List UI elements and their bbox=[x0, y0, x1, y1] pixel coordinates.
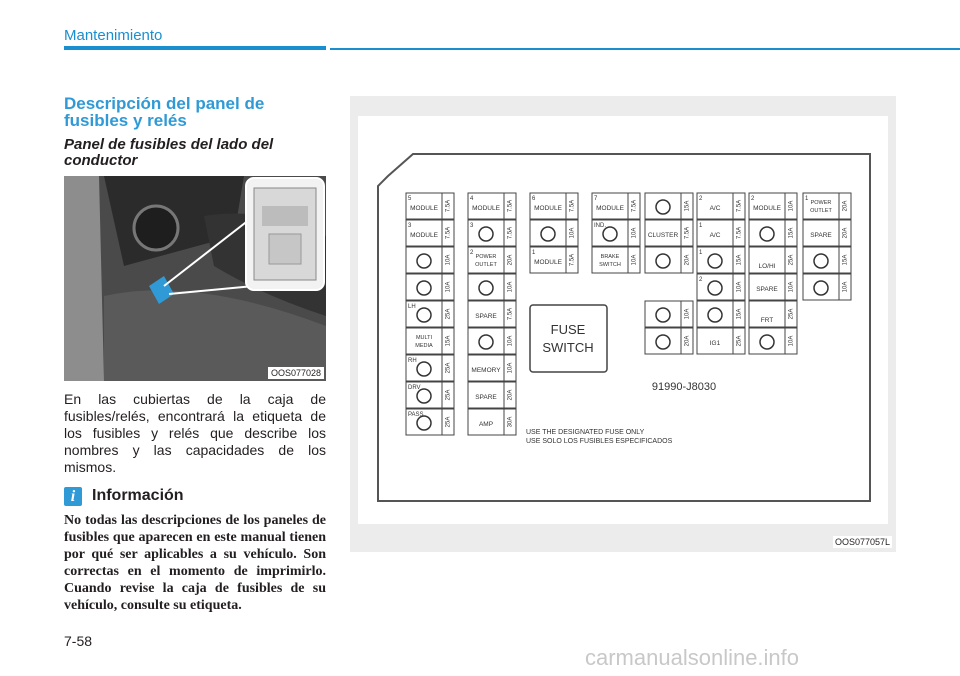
fuse-38 bbox=[697, 328, 745, 354]
fuse-31 bbox=[468, 301, 516, 327]
fuse-amp: 25A bbox=[445, 416, 452, 428]
fuse-number: PASS bbox=[408, 412, 424, 418]
fuse-amp: 10A bbox=[445, 281, 452, 293]
body-paragraph: En las cubiertas de la caja de fusibles/relés, encontrará la etiqueta de los fusibles y relés que describe los nombres y las capacidades de los mismos. bbox=[64, 391, 326, 475]
fuse-amp: 10A bbox=[507, 281, 514, 293]
fuse-amp: 7.5A bbox=[507, 307, 514, 321]
fuse-30 bbox=[406, 301, 454, 327]
fuse-amp: 15A bbox=[736, 308, 743, 320]
fuse-amp: 10A bbox=[507, 362, 514, 374]
fuse-20 bbox=[592, 247, 640, 273]
fuse-amp: 30A bbox=[507, 416, 514, 428]
fuse-13 bbox=[645, 220, 693, 246]
fuse-5 bbox=[645, 193, 693, 219]
fuse-amp: 15A bbox=[445, 335, 452, 347]
photo-caption: OOS077028 bbox=[268, 367, 324, 379]
fuse-label: MODULE bbox=[596, 205, 624, 212]
fuse-amp: 7.5A bbox=[736, 226, 743, 240]
fuse-label: MODULE bbox=[534, 205, 562, 212]
fuse-9 bbox=[406, 220, 454, 246]
fuse-panel-location-photo bbox=[64, 176, 326, 381]
fuse-15 bbox=[749, 220, 797, 246]
fuse-number: DRV bbox=[408, 385, 421, 391]
fuse-14 bbox=[697, 220, 745, 246]
fuse-amp: 25A bbox=[736, 335, 743, 347]
page-number: 7-58 bbox=[64, 633, 93, 649]
fuse-amp: 7.5A bbox=[445, 226, 452, 240]
fuse-label: FRT bbox=[760, 317, 774, 324]
fuse-number: 2 bbox=[751, 196, 755, 202]
fuse-label: OUTLET bbox=[810, 208, 832, 214]
fuse-label: A/C bbox=[709, 205, 721, 212]
fuse-label: AMP bbox=[478, 421, 494, 428]
fuse-label: SPARE bbox=[475, 394, 497, 401]
fuse-33 bbox=[697, 301, 745, 327]
fuse-43 bbox=[468, 382, 516, 408]
fuse-amp: 7.5A bbox=[736, 199, 743, 213]
header-rule-accent bbox=[64, 46, 326, 50]
fuse-amp: 7.5A bbox=[507, 226, 514, 240]
fuse-41 bbox=[468, 355, 516, 381]
fuse-amp: 10A bbox=[736, 281, 743, 293]
info-label: Información bbox=[92, 487, 184, 504]
fuse-label: MODULE bbox=[534, 259, 562, 266]
fuse-number: 1 bbox=[805, 196, 809, 202]
fuse-amp: 10A bbox=[684, 308, 691, 320]
fuse-label: LO/HI bbox=[758, 263, 776, 270]
fuse-11 bbox=[530, 220, 578, 246]
fuse-number: 7 bbox=[594, 196, 598, 202]
fuse-42 bbox=[406, 382, 454, 408]
fuse-panel-diagram bbox=[358, 116, 888, 524]
fuse-number: 6 bbox=[532, 196, 536, 202]
car-interior-illustration bbox=[64, 176, 326, 381]
fuse-amp: 10A bbox=[788, 335, 795, 347]
fuse-label: MODULE bbox=[472, 205, 500, 212]
fuse-number: LH bbox=[408, 304, 416, 310]
fuse-23 bbox=[749, 247, 797, 273]
fuse-label: SPARE bbox=[810, 232, 832, 239]
fuse-16 bbox=[803, 220, 851, 246]
fuse-1 bbox=[406, 193, 454, 219]
fuse-switch-box bbox=[530, 305, 607, 372]
fuse-amp: 10A bbox=[631, 254, 638, 266]
fuse-amp: 25A bbox=[445, 308, 452, 320]
fuse-amp: 10A bbox=[788, 200, 795, 212]
fuse-12 bbox=[592, 220, 640, 246]
fuse-label: SWITCH bbox=[599, 262, 621, 268]
fuse-amp: 15A bbox=[842, 254, 849, 266]
fuse-amp: 10A bbox=[569, 227, 576, 239]
watermark: carmanualsonline.info bbox=[585, 645, 800, 670]
fuse-number: 2 bbox=[699, 196, 703, 202]
fuse-label: MEMORY bbox=[471, 367, 501, 374]
fuse-amp: 25A bbox=[788, 254, 795, 266]
fuse-39 bbox=[749, 328, 797, 354]
fuse-8 bbox=[803, 193, 851, 219]
figure-caption: OOS077057L bbox=[834, 537, 890, 547]
fuse-45 bbox=[468, 409, 516, 435]
fuse-switch-line1: FUSE bbox=[550, 322, 586, 337]
fuse-panel-label bbox=[358, 116, 888, 524]
fuse-label: OUTLET bbox=[475, 262, 497, 268]
header-rule bbox=[330, 48, 960, 50]
fuse-amp: 15A bbox=[684, 200, 691, 212]
fuse-panel-figure bbox=[350, 96, 896, 552]
fuse-amp: 20A bbox=[507, 254, 514, 266]
fuse-label: BRAKE bbox=[600, 254, 620, 260]
fuse-label: POWER bbox=[810, 200, 832, 206]
fuse-label: MODULE bbox=[410, 232, 438, 239]
fuse-amp: 25A bbox=[788, 308, 795, 320]
fuse-label: MULTI bbox=[415, 335, 433, 341]
fuse-19 bbox=[530, 247, 578, 273]
fuse-number: 4 bbox=[470, 196, 474, 202]
fuse-25 bbox=[406, 274, 454, 300]
fuse-label: POWER bbox=[475, 254, 497, 260]
fuse-amp: 10A bbox=[631, 227, 638, 239]
fuse-amp: 15A bbox=[736, 254, 743, 266]
fuse-7 bbox=[749, 193, 797, 219]
fuse-amp: 25A bbox=[445, 362, 452, 374]
notice-en: USE THE DESIGNATED FUSE ONLY bbox=[526, 429, 645, 436]
fuse-amp: 25A bbox=[445, 389, 452, 401]
fuse-label: MODULE bbox=[753, 205, 781, 212]
fuse-label: MEDIA bbox=[415, 343, 433, 349]
fuse-amp: 20A bbox=[684, 335, 691, 347]
running-header: Mantenimiento bbox=[64, 27, 163, 44]
fuse-34 bbox=[749, 301, 797, 327]
fuse-37 bbox=[645, 328, 693, 354]
fuse-amp: 7.5A bbox=[507, 199, 514, 213]
fuse-amp: 15A bbox=[788, 227, 795, 239]
fuse-21 bbox=[645, 247, 693, 273]
fuse-amp: 20A bbox=[842, 227, 849, 239]
fuse-number: 3 bbox=[470, 223, 474, 229]
fuse-amp: 20A bbox=[507, 389, 514, 401]
fuse-number: IND. bbox=[594, 223, 606, 229]
section-title: Descripción del panel de fusibles y relés bbox=[64, 94, 265, 130]
fuse-amp: 7.5A bbox=[631, 199, 638, 213]
notice-es: USE SOLO LOS FUSIBLES ESPECIFICADOS bbox=[526, 438, 673, 445]
fuse-label: SPARE bbox=[756, 286, 778, 293]
fuse-10 bbox=[468, 220, 516, 246]
fuse-amp: 10A bbox=[788, 281, 795, 293]
fuse-4 bbox=[592, 193, 640, 219]
fuse-amp: 7.5A bbox=[569, 199, 576, 213]
info-text: No todas las descripciones de los paneles de fusibles que aparecen en este manual tienen por qué ser aplicables a su vehículo. Son correctas en el momento de imprimirlo. Cuando revise la caja de fusibles de su vehículo, consulte su etiqueta. bbox=[64, 513, 326, 613]
fuse-amp: 10A bbox=[507, 335, 514, 347]
fuse-amp: 7.5A bbox=[445, 199, 452, 213]
fuse-40 bbox=[406, 355, 454, 381]
fuse-28 bbox=[749, 274, 797, 300]
fuse-22 bbox=[697, 247, 745, 273]
fuse-32 bbox=[645, 301, 693, 327]
fuse-number: 1 bbox=[699, 223, 703, 229]
fuse-switch-line2: SWITCH bbox=[542, 340, 594, 355]
fuse-2 bbox=[468, 193, 516, 219]
fuse-amp: 10A bbox=[842, 281, 849, 293]
part-number: 91990-J8030 bbox=[651, 381, 717, 393]
fuse-label: SPARE bbox=[475, 313, 497, 320]
fuse-3 bbox=[530, 193, 578, 219]
fuse-36 bbox=[468, 328, 516, 354]
fuse-26 bbox=[468, 274, 516, 300]
fuse-17 bbox=[406, 247, 454, 273]
fuse-6 bbox=[697, 193, 745, 219]
fuse-number: 3 bbox=[408, 223, 412, 229]
fuse-44 bbox=[406, 409, 454, 435]
fuse-27 bbox=[697, 274, 745, 300]
fuse-label: IG1 bbox=[709, 340, 721, 347]
fuse-29 bbox=[803, 274, 851, 300]
fuse-number: 1 bbox=[532, 250, 536, 256]
info-icon: i bbox=[64, 487, 82, 506]
fuse-amp: 7.5A bbox=[569, 253, 576, 267]
fuse-amp: 7.5A bbox=[684, 226, 691, 240]
fuse-number: 1 bbox=[699, 250, 703, 256]
fuse-number: 2 bbox=[699, 277, 703, 283]
fuse-number: 5 bbox=[408, 196, 412, 202]
fuse-24 bbox=[803, 247, 851, 273]
fuse-35 bbox=[406, 328, 454, 354]
fuse-amp: 20A bbox=[684, 254, 691, 266]
fuse-label: A/C bbox=[709, 232, 721, 239]
fuse-number: 2 bbox=[470, 250, 474, 256]
fuse-label: MODULE bbox=[410, 205, 438, 212]
fuse-18 bbox=[468, 247, 516, 273]
fuse-amp: 20A bbox=[842, 200, 849, 212]
fuse-label: CLUSTER bbox=[647, 232, 679, 239]
fuse-number: RH bbox=[408, 358, 417, 364]
subsection-title: Panel de fusibles del lado del conductor bbox=[64, 136, 274, 169]
fuse-amp: 10A bbox=[445, 254, 452, 266]
